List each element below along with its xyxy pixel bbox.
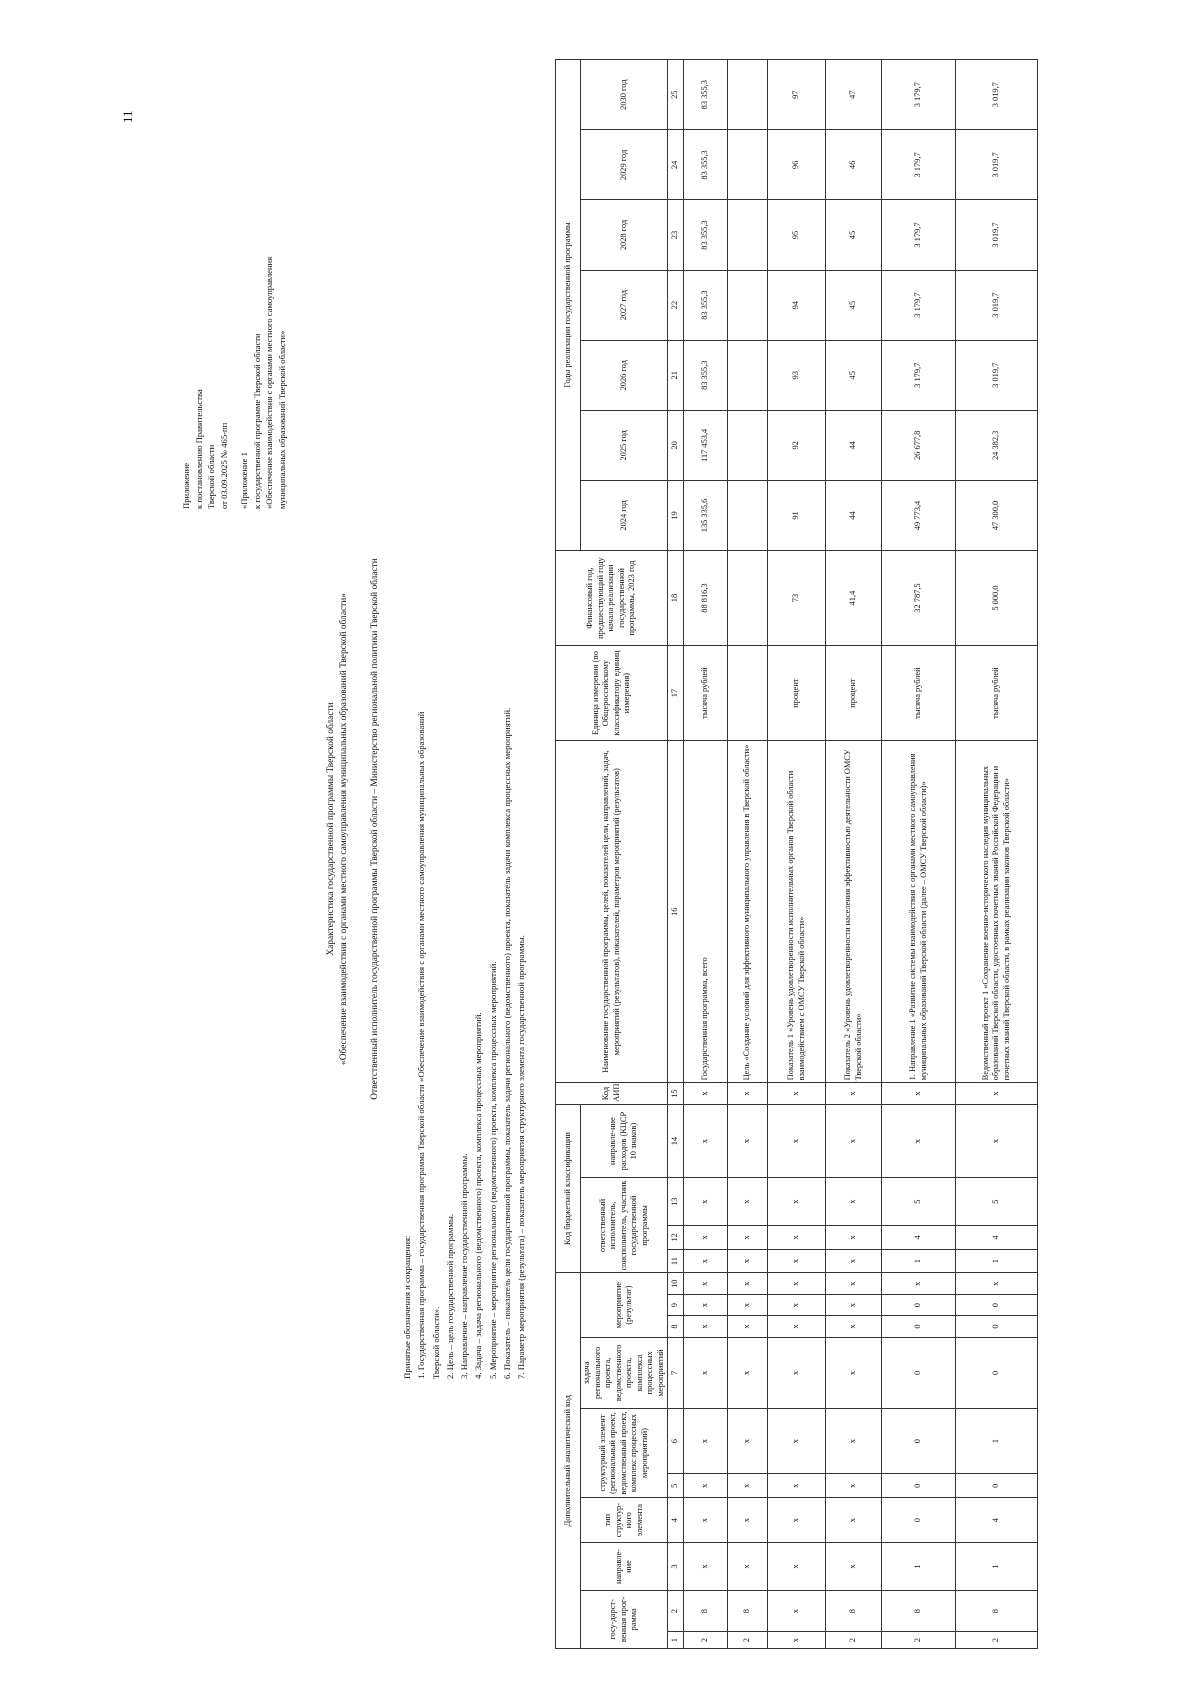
code-cell: х bbox=[768, 1474, 826, 1498]
legend-line: 4. Задача – задача регионального (ведомственного) проекта, комплекса процессных мероприятий. bbox=[473, 1012, 484, 1379]
code-cell: х bbox=[728, 1543, 768, 1591]
header-state-program: госу-дарст-венная прог-рамма bbox=[581, 1590, 668, 1648]
code-cell: 1 bbox=[956, 1249, 1038, 1273]
code-cell: 8 bbox=[728, 1590, 768, 1632]
code-cell: х bbox=[728, 1273, 768, 1294]
code-cell: 0 bbox=[882, 1408, 956, 1473]
code-cell: 0 bbox=[882, 1316, 956, 1337]
code-cell: х bbox=[826, 1273, 882, 1294]
code-cell: х bbox=[768, 1273, 826, 1294]
year-value: 47 300,0 bbox=[956, 480, 1038, 550]
row-unit: процент bbox=[826, 646, 882, 741]
code-cell: х bbox=[768, 1104, 826, 1178]
header-aip: Код АИП bbox=[556, 1083, 668, 1104]
row-unit: процент bbox=[768, 646, 826, 741]
column-number: 19 bbox=[668, 480, 684, 550]
year-value: 46 bbox=[826, 130, 882, 200]
column-number: 4 bbox=[668, 1498, 684, 1543]
header-years: Годы реализации государственной программы bbox=[556, 60, 581, 551]
code-cell: х bbox=[728, 1104, 768, 1178]
year-value: 47 bbox=[826, 60, 882, 130]
code-cell: х bbox=[684, 1225, 728, 1249]
header-analytic-code: Дополнительный аналитический код bbox=[556, 1273, 581, 1649]
row-name: Государственная программа, всего bbox=[684, 741, 728, 1083]
column-number: 8 bbox=[668, 1316, 684, 1337]
row-name: Показатель 2 «Уровень удовлетворенности населения эффективностью деятельности ОМСУ Тверской области» bbox=[826, 741, 882, 1083]
legend-line: Тверской области». bbox=[430, 1306, 441, 1379]
code-cell: х bbox=[768, 1590, 826, 1632]
column-number: 12 bbox=[668, 1225, 684, 1249]
code-cell: х bbox=[768, 1543, 826, 1591]
code-cell: х bbox=[826, 1337, 882, 1408]
row-name: 1. Направление 1 «Развитие системы взаимодействия с органами местного самоуправления муниципальных образований Тверской области (далее – ОМСУ Тверской области)» bbox=[882, 741, 956, 1083]
year-value bbox=[728, 480, 768, 550]
legend bbox=[400, 229, 529, 1379]
annex-line: Тверской области bbox=[206, 444, 216, 509]
header-fin-year: Финансовый год, предшествующий году начала реализации государственной программы, 2023 год bbox=[556, 551, 668, 646]
column-number: 1 bbox=[668, 1632, 684, 1649]
table-row bbox=[882, 60, 956, 1649]
column-number: 20 bbox=[668, 410, 684, 480]
header-structural-element: структурный элемент (региональный проект, ведомственный проект, комплекс процессных мероприятий) bbox=[581, 1408, 668, 1497]
column-number: 6 bbox=[668, 1408, 684, 1473]
code-cell: 0 bbox=[882, 1498, 956, 1543]
legend-line: 3. Направление – направление государственной программы. bbox=[459, 1153, 470, 1379]
row-fin-year-value: 73 bbox=[768, 551, 826, 646]
year-value: 83 355,3 bbox=[684, 270, 728, 340]
code-cell: х bbox=[768, 1408, 826, 1473]
year-value: 45 bbox=[826, 340, 882, 410]
annex-line: «Приложение 1 bbox=[239, 452, 249, 509]
year-value: 3 019,7 bbox=[956, 270, 1038, 340]
document-title bbox=[325, 269, 351, 1389]
header-responsible: ответственный исполнитель, соисполнитель, участник государственной программы bbox=[581, 1178, 668, 1273]
year-value: 44 bbox=[826, 410, 882, 480]
page-number: 11 bbox=[120, 110, 135, 123]
code-cell: х bbox=[684, 1249, 728, 1273]
year-header: 2029 год bbox=[581, 130, 668, 200]
code-cell: 0 bbox=[956, 1474, 1038, 1498]
year-value: 3 019,7 bbox=[956, 60, 1038, 130]
row-fin-year-value: 5 000,0 bbox=[956, 551, 1038, 646]
code-cell: х bbox=[728, 1498, 768, 1543]
code-cell: 2 bbox=[826, 1632, 882, 1649]
code-cell: х bbox=[768, 1178, 826, 1226]
code-cell: х bbox=[768, 1083, 826, 1104]
code-cell: х bbox=[826, 1498, 882, 1543]
year-value: 3 179,7 bbox=[882, 340, 956, 410]
code-cell: 8 bbox=[684, 1590, 728, 1632]
legend-line: Принятые обозначения и сокращения: bbox=[402, 1235, 412, 1379]
code-cell: 8 bbox=[956, 1590, 1038, 1632]
year-value: 93 bbox=[768, 340, 826, 410]
code-cell: х bbox=[728, 1178, 768, 1226]
code-cell: х bbox=[826, 1225, 882, 1249]
table-row bbox=[684, 60, 728, 1649]
year-value bbox=[728, 270, 768, 340]
code-cell: 4 bbox=[956, 1498, 1038, 1543]
annex-line: Приложение bbox=[181, 462, 191, 509]
code-cell: х bbox=[728, 1083, 768, 1104]
code-cell: 0 bbox=[956, 1337, 1038, 1408]
code-cell: х bbox=[684, 1543, 728, 1591]
column-number: 9 bbox=[668, 1294, 684, 1315]
annex-line: муниципальных образований Тверской области» bbox=[276, 330, 287, 509]
year-value: 3 179,7 bbox=[882, 200, 956, 270]
code-cell: х bbox=[768, 1316, 826, 1337]
table-row bbox=[956, 60, 1038, 1649]
code-cell: 8 bbox=[882, 1590, 956, 1632]
year-value: 3 179,7 bbox=[882, 60, 956, 130]
header-budget-code: Код бюджетной классификации bbox=[556, 1104, 581, 1273]
column-number: 16 bbox=[668, 741, 684, 1083]
code-cell: х bbox=[826, 1104, 882, 1178]
row-name: Цель «Создание условий для эффективного муниципального управления в Тверской области» bbox=[728, 741, 768, 1083]
header-event: мероприятие (результат) bbox=[581, 1273, 668, 1337]
header-unit: Единица измерения (по Общероссийскому классификатору единиц измерения) bbox=[556, 646, 668, 741]
legend-line: 2. Цель – цель государственной программы. bbox=[444, 1213, 455, 1379]
code-cell: х bbox=[882, 1104, 956, 1178]
year-value bbox=[728, 340, 768, 410]
table-row bbox=[826, 60, 882, 1649]
row-fin-year-value bbox=[728, 551, 768, 646]
column-number: 23 bbox=[668, 200, 684, 270]
responsible-executor: Ответственный исполнитель государственной программы Тверской области – Министерство региональной политики Тверской области bbox=[370, 558, 380, 1100]
code-cell: 8 bbox=[826, 1590, 882, 1632]
column-number: 22 bbox=[668, 270, 684, 340]
year-value: 49 773,4 bbox=[882, 480, 956, 550]
code-cell: х bbox=[956, 1273, 1038, 1294]
column-number: 11 bbox=[668, 1249, 684, 1273]
column-number: 7 bbox=[668, 1337, 684, 1408]
code-cell: х bbox=[728, 1408, 768, 1473]
annex-line: к государственной программе Тверской области bbox=[251, 333, 262, 509]
title-line: «Обеспечение взаимодействия с органами местного самоуправления муниципальных образований Тверской области» bbox=[339, 593, 349, 1065]
row-fin-year-value: 32 787,5 bbox=[882, 551, 956, 646]
code-cell: х bbox=[728, 1337, 768, 1408]
legend-line: 7. Параметр мероприятия (результата) – показатель мероприятия структурного элемента государственной программы. bbox=[516, 935, 527, 1379]
code-cell: х bbox=[956, 1104, 1038, 1178]
code-cell: х bbox=[768, 1294, 826, 1315]
code-cell: х bbox=[826, 1249, 882, 1273]
code-cell: 5 bbox=[882, 1178, 956, 1226]
code-cell: 2 bbox=[684, 1632, 728, 1649]
code-cell: 5 bbox=[956, 1178, 1038, 1226]
code-cell: х bbox=[684, 1104, 728, 1178]
row-name: Ведомственный проект 1 «Сохранение военно-исторического наследия муниципальных образований Тверской области, удостоенных почетных званий Российской Федерации и почетных званий Тверской области, в рамках реализации законов Тверской области» bbox=[956, 741, 1038, 1083]
year-value: 94 bbox=[768, 270, 826, 340]
annex-line: «Обеспечение взаимодействия с органами местного самоуправления bbox=[264, 256, 274, 509]
year-value: 24 382,3 bbox=[956, 410, 1038, 480]
code-cell: х bbox=[882, 1273, 956, 1294]
header-element-type: тип структур-ного элемента bbox=[581, 1498, 668, 1543]
table-row bbox=[728, 60, 768, 1649]
code-cell: 0 bbox=[956, 1294, 1038, 1315]
annex-line: от 03.09.2025 № 465-пп bbox=[218, 422, 229, 509]
code-cell: х bbox=[684, 1408, 728, 1473]
code-cell: х bbox=[768, 1498, 826, 1543]
code-cell: х bbox=[826, 1543, 882, 1591]
row-fin-year-value: 88 816,3 bbox=[684, 551, 728, 646]
row-name: Показатель 1 «Уровень удовлетворенности исполнительных органов Тверской области взаимодействием с ОМСУ Тверской области» bbox=[768, 741, 826, 1083]
year-value: 44 bbox=[826, 480, 882, 550]
column-number: 5 bbox=[668, 1474, 684, 1498]
code-cell: х bbox=[826, 1316, 882, 1337]
program-table bbox=[555, 59, 1038, 1649]
code-cell: х bbox=[826, 1083, 882, 1104]
code-cell: 1 bbox=[956, 1543, 1038, 1591]
year-value: 96 bbox=[768, 130, 826, 200]
year-value: 3 179,7 bbox=[882, 270, 956, 340]
title-line: Характеристика государственной программы Тверской области bbox=[326, 702, 336, 956]
code-cell: х bbox=[684, 1294, 728, 1315]
column-number: 24 bbox=[668, 130, 684, 200]
year-value: 3 019,7 bbox=[956, 200, 1038, 270]
year-value bbox=[728, 60, 768, 130]
code-cell: 1 bbox=[882, 1249, 956, 1273]
year-header: 2026 год bbox=[581, 340, 668, 410]
annex-line: к постановлению Правительства bbox=[193, 389, 204, 509]
column-number: 13 bbox=[668, 1178, 684, 1226]
year-value: 83 355,3 bbox=[684, 60, 728, 130]
year-header: 2030 год bbox=[581, 60, 668, 130]
code-cell: х bbox=[768, 1337, 826, 1408]
code-cell: х bbox=[728, 1316, 768, 1337]
code-cell: х bbox=[684, 1273, 728, 1294]
year-value: 83 355,3 bbox=[684, 340, 728, 410]
code-cell: 1 bbox=[882, 1543, 956, 1591]
year-value bbox=[728, 410, 768, 480]
code-cell: х bbox=[684, 1316, 728, 1337]
code-cell: х bbox=[826, 1294, 882, 1315]
column-number: 18 bbox=[668, 551, 684, 646]
code-cell: 0 bbox=[882, 1474, 956, 1498]
code-cell: 4 bbox=[882, 1225, 956, 1249]
header-expense-direction: направле-ние расходов (КЦСР 10 знаков) bbox=[581, 1104, 668, 1178]
header-direction: направле-ние bbox=[581, 1543, 668, 1591]
row-unit: тысяча рублей bbox=[882, 646, 956, 741]
code-cell: 2 bbox=[956, 1632, 1038, 1649]
code-cell: х bbox=[768, 1225, 826, 1249]
year-value: 45 bbox=[826, 200, 882, 270]
code-cell: х bbox=[728, 1474, 768, 1498]
year-value: 3 179,7 bbox=[882, 130, 956, 200]
year-header: 2024 год bbox=[581, 480, 668, 550]
code-cell: х bbox=[684, 1498, 728, 1543]
code-cell: х bbox=[882, 1083, 956, 1104]
year-value: 83 355,3 bbox=[684, 200, 728, 270]
code-cell: 0 bbox=[956, 1316, 1038, 1337]
code-cell: 0 bbox=[882, 1337, 956, 1408]
code-cell: х bbox=[768, 1249, 826, 1273]
year-value: 95 bbox=[768, 200, 826, 270]
year-value bbox=[728, 200, 768, 270]
year-value: 117 453,4 bbox=[684, 410, 728, 480]
column-number: 21 bbox=[668, 340, 684, 410]
code-cell: 2 bbox=[882, 1632, 956, 1649]
year-value: 83 355,3 bbox=[684, 130, 728, 200]
year-value: 92 bbox=[768, 410, 826, 480]
code-cell: х bbox=[728, 1294, 768, 1315]
code-cell: 1 bbox=[956, 1408, 1038, 1473]
column-number: 3 bbox=[668, 1543, 684, 1591]
code-cell: х bbox=[956, 1083, 1038, 1104]
column-number: 25 bbox=[668, 60, 684, 130]
annex-block bbox=[180, 29, 288, 509]
year-value: 97 bbox=[768, 60, 826, 130]
code-cell: 2 bbox=[728, 1632, 768, 1649]
code-cell: х bbox=[684, 1337, 728, 1408]
year-value: 3 019,7 bbox=[956, 130, 1038, 200]
row-unit: тысяча рублей bbox=[684, 646, 728, 741]
header-name: Наименование государственной программы, целей, показателей цели, направлений, задач, мероприятий (результатов), показателей, параметров мероприятий (результатов) bbox=[556, 741, 668, 1083]
row-unit bbox=[728, 646, 768, 741]
year-value: 3 019,7 bbox=[956, 340, 1038, 410]
code-cell: х bbox=[728, 1225, 768, 1249]
code-cell: 4 bbox=[956, 1225, 1038, 1249]
column-number: 2 bbox=[668, 1590, 684, 1632]
code-cell: х bbox=[826, 1178, 882, 1226]
code-cell: х bbox=[768, 1632, 826, 1649]
code-cell: х bbox=[684, 1474, 728, 1498]
year-header: 2027 год bbox=[581, 270, 668, 340]
legend-line: 6. Показатель – показатель цели государственной программы, показатель задачи регионального (ведомственного) проекта, показатель задачи комплекса процессных мероприятий. bbox=[502, 707, 513, 1379]
legend-line: 5. Мероприятие – мероприятие регионального (ведомственного) проекта, комплекса процессных мероприятий. bbox=[487, 961, 498, 1379]
year-value: 45 bbox=[826, 270, 882, 340]
year-value: 91 bbox=[768, 480, 826, 550]
column-number: 15 bbox=[668, 1083, 684, 1104]
code-cell: х bbox=[728, 1249, 768, 1273]
legend-line: 1. Государственная программа – государственная программа Тверской области «Обеспечение взаимодействия с органами местного самоуправления муниципальных образований bbox=[416, 711, 427, 1379]
row-fin-year-value: 41,4 bbox=[826, 551, 882, 646]
year-header: 2025 год bbox=[581, 410, 668, 480]
column-number: 17 bbox=[668, 646, 684, 741]
code-cell: 0 bbox=[882, 1294, 956, 1315]
table-row bbox=[768, 60, 826, 1649]
code-cell: х bbox=[684, 1083, 728, 1104]
year-value: 135 335,6 bbox=[684, 480, 728, 550]
column-number: 14 bbox=[668, 1104, 684, 1178]
code-cell: х bbox=[826, 1474, 882, 1498]
column-number: 10 bbox=[668, 1273, 684, 1294]
year-value bbox=[728, 130, 768, 200]
header-task: задача регионального проекта, ведомственного проекта, комплекса процессных мероприятий bbox=[581, 1337, 668, 1408]
code-cell: х bbox=[684, 1178, 728, 1226]
code-cell: х bbox=[826, 1408, 882, 1473]
year-header: 2028 год bbox=[581, 200, 668, 270]
row-unit: тысяча рублей bbox=[956, 646, 1038, 741]
year-value: 26 677,8 bbox=[882, 410, 956, 480]
